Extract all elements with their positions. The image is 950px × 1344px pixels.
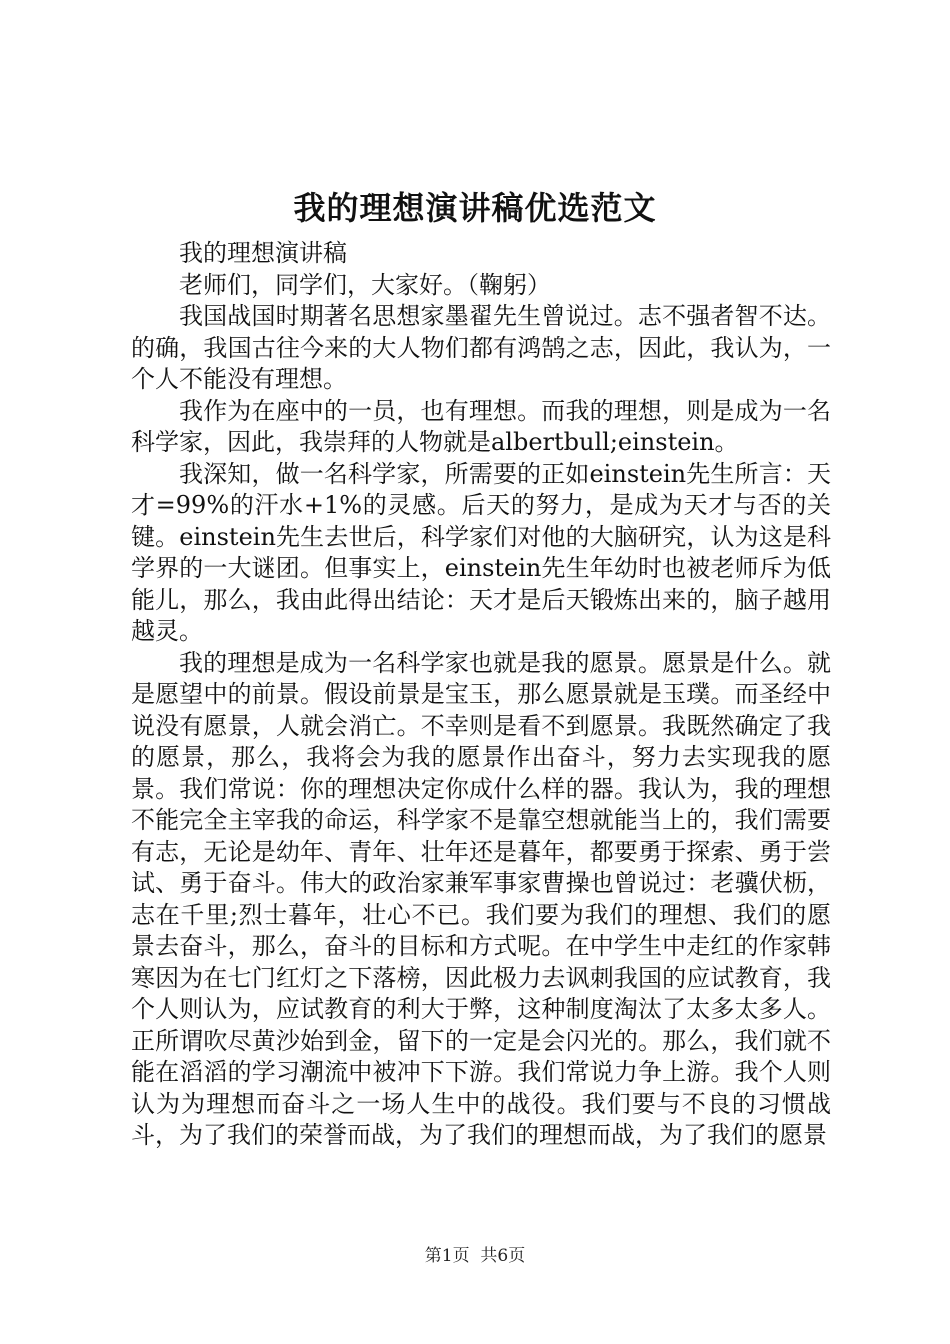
paragraph: 我作为在座中的一员，也有理想。而我的理想，则是成为一名科学家，因此，我崇拜的人物就是albertbull;einstein。 <box>131 396 831 456</box>
page-number: 第1页 <box>424 1246 470 1266</box>
document-body <box>131 238 831 1152</box>
paragraph: 我国战国时期著名思想家墨翟先生曾说过。志不强者智不达。的确，我国古往今来的大人物们都有鸿鹄之志，因此，我认为，一个人不能没有理想。 <box>131 302 831 393</box>
paragraph: 我的理想是成为一名科学家也就是我的愿景。愿景是什么。就是愿望中的前景。假设前景是宝玉，那么愿景就是玉璞。而圣经中说没有愿景，人就会消亡。不幸则是看不到愿景。我既然确定了我的愿景，那么，我将会为我的愿景作出奋斗，努力去实现我的愿景。我们常说：你的理想决定你成什么样的器。我认为，我的理想不能完全主宰我的命运，科学家不是靠空想就能当上的，我们需要有志，无论是幼年、青年、壮年还是暮年，都要勇于探索、勇于尝试、勇于奋斗。伟大的政治家兼军事家曹操也曾说过：老骥伏枥，志在千里;烈士暮年，壮心不已。我们要为我们的理想、我们的愿景去奋斗，那么，奋斗的目标和方式呢。在中学生中走红的作家韩寒因为在七门红灯之下落榜，因此极力去讽刺我国的应试教育，我个人则认为，应试教育的利大于弊，这种制度淘汰了太多太多人。正所谓吹尽黄沙始到金，留下的一定是会闪光的。那么，我们就不能在滔滔的学习潮流中被冲下下游。我们常说力争上游。我个人则认为为理想而奋斗之一场人生中的战役。我们要与不良的习惯战斗，为了我们的荣誉而战，为了我们的理想而战，为了我们的愿景 <box>131 648 831 1149</box>
document-title: 我的理想演讲稿优选范文 <box>293 189 657 227</box>
paragraph: 老师们，同学们，大家好。（鞠躬） <box>179 270 551 299</box>
paragraph: 我的理想演讲稿 <box>179 239 347 267</box>
footer-separator <box>470 1246 481 1266</box>
paragraph: 我深知，做一名科学家，所需要的正如einstein先生所言：天才=99%的汗水+1%的灵感。后天的努力，是成为天才与否的关键。einstein先生去世后，科学家们对他的大脑研究，认为这是科学界的一大谜团。但事实上，einstein先生年幼时也被老师斥为低能儿，那么，我由此得出结论：天才是后天锻炼出来的，脑子越用越灵。 <box>131 459 831 645</box>
page-total: 共6页 <box>480 1246 526 1266</box>
page-footer <box>0 1244 950 1268</box>
